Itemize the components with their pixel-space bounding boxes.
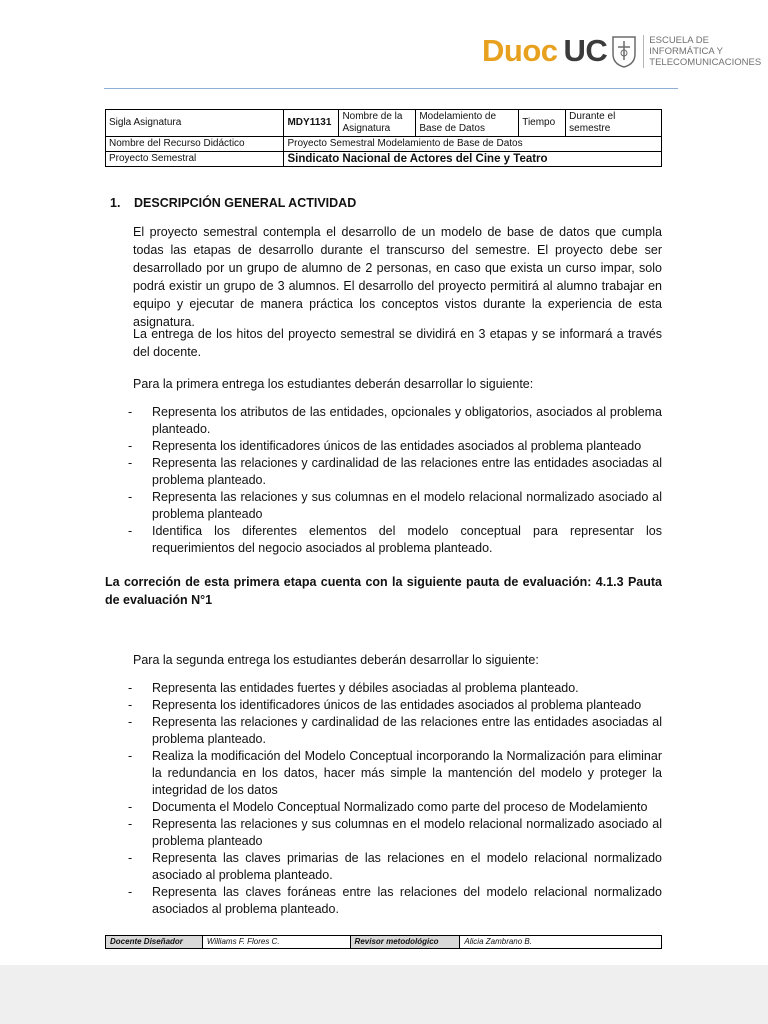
list-item: - Representa las relaciones y cardinalidad de las relaciones entre las entidades asociadas al problema planteado. xyxy=(128,714,662,748)
list-item: - Realiza la modificación del Modelo Conceptual incorporando la Normalización para eliminar la redundancia en los datos, hacer más simple la mantención del modelo y proteger la integridad de los datos xyxy=(128,748,662,799)
first-delivery-intro: Para la primera entrega los estudiantes deberán desarrollar lo siguiente: xyxy=(133,377,534,391)
list-item: - Identifica los diferentes elementos del modelo conceptual para representar los requerimientos del negocio asociados al problema planteado. xyxy=(128,523,662,557)
recurso-value: Proyecto Semestral Modelamiento de Base de Datos xyxy=(284,137,662,152)
table-row xyxy=(106,936,662,949)
school-line: INFORMÁTICA Y xyxy=(649,45,724,57)
list-item: - Representa los identificadores únicos de las entidades asociados al problema planteado xyxy=(128,697,662,714)
section-heading xyxy=(110,196,356,210)
table-row xyxy=(106,137,662,152)
school-line: TELECOMUNICACIONES xyxy=(649,56,762,68)
list-item: - Representa los identificadores únicos de las entidades asociados al problema planteado xyxy=(128,438,662,455)
list-item: - Representa las claves foráneas entre las relaciones del modelo relacional normalizado asociados al problema planteado. xyxy=(128,884,662,918)
course-info-table xyxy=(105,109,662,167)
recurso-label: Nombre del Recurso Didáctico xyxy=(106,137,284,152)
list-item: - Representa las claves primarias de las relaciones en el modelo relacional normalizado asociado al problema planteado. xyxy=(128,850,662,884)
logo-duoc-text: Duoc xyxy=(482,33,558,68)
tiempo-value: Durante el semestre xyxy=(566,110,662,137)
sigla-label: Sigla Asignatura xyxy=(106,110,284,137)
table-row xyxy=(106,152,662,167)
disenador-label: Docente Diseñador xyxy=(106,936,203,949)
table-row xyxy=(106,110,662,137)
list-item: - Representa los atributos de las entidades, opcionales y obligatorios, asociados al problema planteado. xyxy=(128,404,662,438)
logo-uc-text: UC xyxy=(563,33,608,68)
uc-seal-icon xyxy=(611,34,637,68)
list-item: - Representa las relaciones y cardinalidad de las relaciones entre las entidades asociadas al problema planteado. xyxy=(128,455,662,489)
paragraph-project-description: El proyecto semestral contempla el desarrollo de un modelo de base de datos que cumpla todas las etapas de desarrollo durante el transcurso del semestre. El proyecto debe ser desarrollado por un grupo de alumno de 2 personas, en caso que exista un curso impar, solo podrá existir un grupo de 3 alumnos. El desarrollo del proyecto permitirá al alumno trabajar en equipo y ejecutar de manera práctica los conceptos vistos durante la experiencia de esta asignatura. xyxy=(133,225,662,329)
list-item: - Documenta el Modelo Conceptual Normalizado como parte del proceso de Modelamiento xyxy=(128,799,662,816)
second-delivery-list xyxy=(128,680,662,918)
footer-credits-table xyxy=(105,935,662,949)
section-title: DESCRIPCIÓN GENERAL ACTIVIDAD xyxy=(134,196,357,210)
school-name xyxy=(643,35,761,68)
disenador-value: Williams F. Flores C. xyxy=(202,936,350,949)
evaluation-note: La correción de esta primera etapa cuenta con la siguiente pauta de evaluación: 4.1.3 Pauta de evaluación N°1 xyxy=(105,575,662,607)
nombre-asignatura-label: Nombre de la Asignatura xyxy=(339,110,416,137)
nombre-asignatura-value: Modelamiento de Base de Datos xyxy=(416,110,519,137)
header-divider xyxy=(104,88,678,89)
revisor-label: Revisor metodológico xyxy=(350,936,460,949)
proyecto-value: Sindicato Nacional de Actores del Cine y Teatro xyxy=(284,152,662,167)
tiempo-label: Tiempo xyxy=(519,110,566,137)
second-delivery-intro: Para la segunda entrega los estudiantes deberán desarrollar lo siguiente: xyxy=(133,653,539,667)
paragraph-deliveries: La entrega de los hitos del proyecto semestral se dividirá en 3 etapas y se informará a través del docente. xyxy=(133,327,662,359)
page-bottom-margin xyxy=(0,965,768,1024)
list-item: - Representa las entidades fuertes y débiles asociadas al problema planteado. xyxy=(128,680,662,697)
list-item: - Representa las relaciones y sus columnas en el modelo relacional normalizado asociado al problema planteado xyxy=(128,816,662,850)
revisor-value: Alicia Zambrano B. xyxy=(460,936,662,949)
proyecto-label: Proyecto Semestral xyxy=(106,152,284,167)
school-line: ESCUELA DE xyxy=(649,34,709,46)
sigla-value: MDY1131 xyxy=(284,110,339,137)
first-delivery-list xyxy=(128,404,662,557)
list-item: - Representa las relaciones y sus columnas en el modelo relacional normalizado asociado al problema planteado xyxy=(128,489,662,523)
section-number: 1. xyxy=(110,196,121,210)
duoc-uc-logo xyxy=(482,30,761,72)
